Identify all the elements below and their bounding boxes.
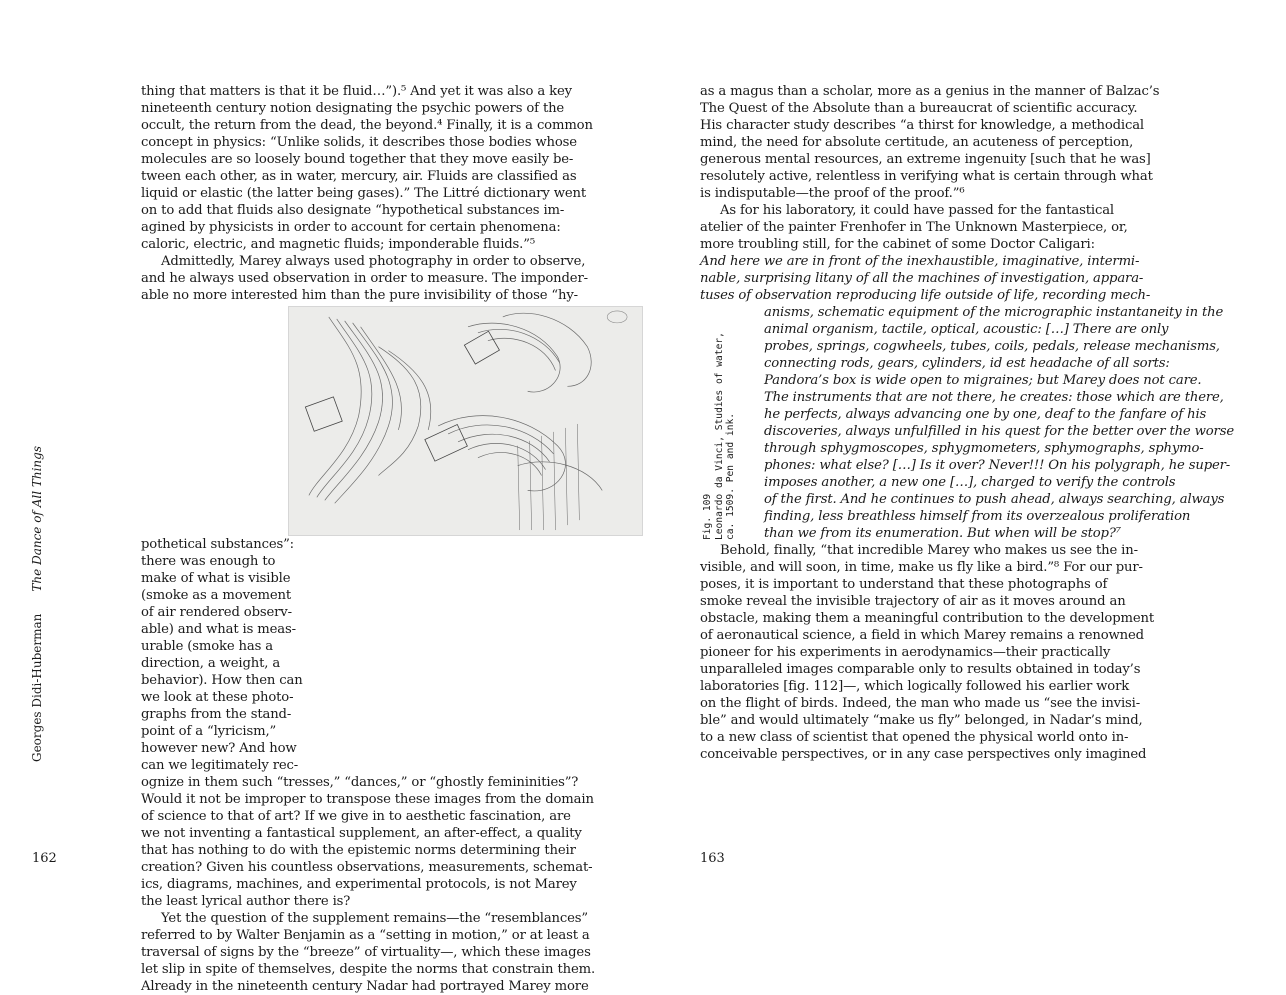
text-line: As for his laboratory, it could have passed for the fantastical bbox=[720, 203, 1114, 218]
text-line: more troubling still, for the cabinet of some Doctor Caligari: bbox=[700, 237, 1095, 252]
text-line: Already in the nineteenth century Nadar had portrayed Marey more bbox=[141, 979, 589, 994]
left-paragraph-3 bbox=[141, 910, 595, 995]
text-line: ics, diagrams, machines, and experimental protocols, is not Marey bbox=[141, 877, 577, 892]
text-line: that has nothing to do with the epistemic norms determining their bbox=[141, 843, 576, 858]
text-line: smoke reveal the invisible trajectory of air as it moves around an bbox=[700, 594, 1126, 609]
right-paragraph-2 bbox=[700, 202, 1147, 253]
text-line: His character study describes “a thirst for knowledge, a methodical bbox=[700, 118, 1145, 133]
page-number-right: 163 bbox=[700, 851, 725, 866]
text-line: graphs from the stand- bbox=[141, 707, 292, 722]
text-line: direction, a weight, a bbox=[141, 656, 281, 671]
text-line: mind, the need for absolute certitude, an acuteness of perception, bbox=[700, 135, 1134, 150]
figure-109-image bbox=[288, 306, 643, 536]
caption-line: ca. 1509. Pen and ink. bbox=[725, 412, 736, 540]
text-line: make of what is visible bbox=[141, 571, 291, 586]
text-line: on to add that fluids also designate “hypothetical substances im- bbox=[141, 203, 565, 218]
text-line: liquid or elastic (the latter being gases).” The Littré dictionary went bbox=[141, 186, 587, 201]
text-line: and he always used observation in order to measure. The imponder- bbox=[141, 271, 588, 286]
text-line: ognize in them such “tresses,” “dances,” or “ghostly femininities”? bbox=[141, 775, 579, 790]
text-line: urable (smoke has a bbox=[141, 639, 273, 654]
quote-line: animal organism, tactile, optical, acoustic: […] There are only bbox=[764, 322, 1169, 337]
left-page bbox=[0, 0, 643, 994]
left-paragraph-2-after bbox=[141, 774, 594, 910]
block-quote-start bbox=[700, 253, 1151, 304]
text-line: of air rendered observ- bbox=[141, 605, 292, 620]
text-line: pioneer for his experiments in aerodynamics—their practically bbox=[700, 645, 1111, 660]
text-line: of aeronautical science, a field in which Marey remains a renowned bbox=[700, 628, 1144, 643]
quote-line: probes, springs, cogwheels, tubes, coils, pedals, release mechanisms, bbox=[764, 339, 1220, 354]
text-line: The Quest of the Absolute than a bureaucrat of scientific accuracy. bbox=[700, 101, 1138, 116]
quote-line: through sphygmoscopes, sphygmometers, sphymographs, sphymo- bbox=[764, 441, 1204, 456]
text-line: unparalleled images comparable only to results obtained in today’s bbox=[700, 662, 1141, 677]
text-line: laboratories [fig. 112]—, which logically followed his earlier work bbox=[700, 679, 1130, 694]
quote-line: The instruments that are not there, he creates: those which are there, bbox=[764, 390, 1224, 405]
water-studies-drawing bbox=[289, 307, 642, 535]
quote-line: nable, surprising litany of all the machines of investigation, appara- bbox=[700, 271, 1144, 286]
text-line: thing that matters is that it be fluid…”).⁵ And yet it was also a key bbox=[141, 84, 572, 99]
text-line: conceivable perspectives, or in any case perspectives only imagined bbox=[700, 747, 1147, 762]
text-line: able) and what is meas- bbox=[141, 622, 296, 637]
text-line: of science to that of art? If we give in to aesthetic fascination, are bbox=[141, 809, 571, 824]
running-head bbox=[30, 446, 44, 762]
figure-caption bbox=[702, 332, 737, 540]
text-line: on the flight of birds. Indeed, the man who made us “see the invisi- bbox=[700, 696, 1141, 711]
right-paragraph-3 bbox=[700, 542, 1154, 763]
text-line: the least lyrical author there is? bbox=[141, 894, 351, 909]
text-line: we not inventing a fantastical supplement, an after-effect, a quality bbox=[141, 826, 582, 841]
text-line: behavior). How then can bbox=[141, 673, 303, 688]
text-line: as a magus than a scholar, more as a genius in the manner of Balzac’s bbox=[700, 84, 1160, 99]
text-line: able no more interested him than the pure invisibility of those “hy- bbox=[141, 288, 578, 303]
text-line: Would it not be improper to transpose these images from the domain bbox=[141, 792, 594, 807]
left-text-column bbox=[141, 83, 595, 995]
text-line: Admittedly, Marey always used photography in order to observe, bbox=[161, 254, 586, 269]
caption-line: Fig. 109 bbox=[702, 493, 713, 540]
quote-line: imposes another, a new one […], charged to verify the controls bbox=[764, 475, 1176, 490]
quote-line: he perfects, always advancing one by one, deaf to the fanfare of his bbox=[764, 407, 1207, 422]
text-line: generous mental resources, an extreme ingenuity [such that he was] bbox=[700, 152, 1151, 167]
text-line: to a new class of scientist that opened the physical world onto in- bbox=[700, 730, 1129, 745]
quote-line: discoveries, always unfulfilled in his quest for the better over the worse bbox=[764, 424, 1234, 439]
text-line: (smoke as a movement bbox=[141, 588, 292, 603]
text-line: however new? And how bbox=[141, 741, 297, 756]
text-line: pothetical substances”: bbox=[141, 537, 294, 552]
block-quote-indented bbox=[764, 304, 1234, 542]
right-page bbox=[643, 0, 1286, 904]
text-line: Behold, finally, “that incredible Marey who makes us see the in- bbox=[720, 543, 1138, 558]
caption-line: Leonardo da Vinci, Studies of water, bbox=[713, 332, 725, 540]
text-line: molecules are so loosely bound together that they move easily be- bbox=[141, 152, 574, 167]
text-line: let slip in spite of themselves, despite the norms that constrain them. bbox=[141, 962, 595, 977]
text-line: poses, it is important to understand that these photographs of bbox=[700, 577, 1108, 592]
quote-line: And here we are in front of the inexhaustible, imaginative, intermi- bbox=[700, 254, 1140, 269]
text-line: obstacle, making them a meaningful contribution to the development bbox=[700, 611, 1154, 626]
text-line: atelier of the painter Frenhofer in The Unknown Masterpiece, or, bbox=[700, 220, 1128, 235]
quote-line: Pandora’s box is wide open to migraines; but Marey does not care. bbox=[764, 373, 1202, 388]
text-line: creation? Given his countless observations, measurements, schemat- bbox=[141, 860, 593, 875]
text-line: tween each other, as in water, mercury, air. Fluids are classified as bbox=[141, 169, 577, 184]
quote-line: of the first. And he continues to push ahead, always searching, always bbox=[764, 492, 1225, 507]
page-number-left: 162 bbox=[32, 851, 57, 866]
text-line: traversal of signs by the “breeze” of virtuality—, which these images bbox=[141, 945, 591, 960]
text-line: agined by physicists in order to account for certain phenomena: bbox=[141, 220, 561, 235]
running-head-title: The Dance of All Things bbox=[30, 446, 44, 592]
text-line: concept in physics: “Unlike solids, it describes those bodies whose bbox=[141, 135, 577, 150]
text-line: there was enough to bbox=[141, 554, 276, 569]
left-paragraph-2 bbox=[141, 253, 588, 304]
right-text-column bbox=[700, 83, 1234, 763]
text-line: is indisputable—the proof of the proof.”⁶ bbox=[700, 186, 965, 201]
running-head-author: Georges Didi-Huberman bbox=[30, 613, 44, 762]
text-line: occult, the return from the dead, the beyond.⁴ Finally, it is a common bbox=[141, 118, 593, 133]
quote-line: connecting rods, gears, cylinders, id est headache of all sorts: bbox=[764, 356, 1170, 371]
text-line: point of a “lyricism,” bbox=[141, 724, 277, 739]
quote-line: anisms, schematic equipment of the micrographic instantaneity in the bbox=[764, 305, 1224, 320]
quote-line: than we from its enumeration. But when will be stop?⁷ bbox=[764, 526, 1121, 541]
quote-line: finding, less breathless himself from its overzealous proliferation bbox=[764, 509, 1191, 524]
text-line: ble” and would ultimately “make us fly” belonged, in Nadar’s mind, bbox=[700, 713, 1143, 728]
text-line: we look at these photo- bbox=[141, 690, 294, 705]
text-line: referred to by Walter Benjamin as a “setting in motion,” or at least a bbox=[141, 928, 590, 943]
left-paragraph-1 bbox=[141, 83, 593, 253]
text-line: visible, and will soon, in time, make us fly like a bird.”⁸ For our pur- bbox=[700, 560, 1143, 575]
text-line: Yet the question of the supplement remains—the “resemblances” bbox=[161, 911, 588, 926]
text-line: caloric, electric, and magnetic fluids; imponderable fluids.”⁵ bbox=[141, 237, 535, 252]
text-line: resolutely active, relentless in verifying what is certain through what bbox=[700, 169, 1153, 184]
text-line: can we legitimately rec- bbox=[141, 758, 299, 773]
text-line: nineteenth century notion designating the psychic powers of the bbox=[141, 101, 565, 116]
quote-line: tuses of observation reproducing life outside of life, recording mech- bbox=[700, 288, 1151, 303]
quote-line: phones: what else? […] Is it over? Never!!! On his polygraph, he super- bbox=[764, 458, 1231, 473]
right-paragraph-1 bbox=[700, 83, 1160, 202]
